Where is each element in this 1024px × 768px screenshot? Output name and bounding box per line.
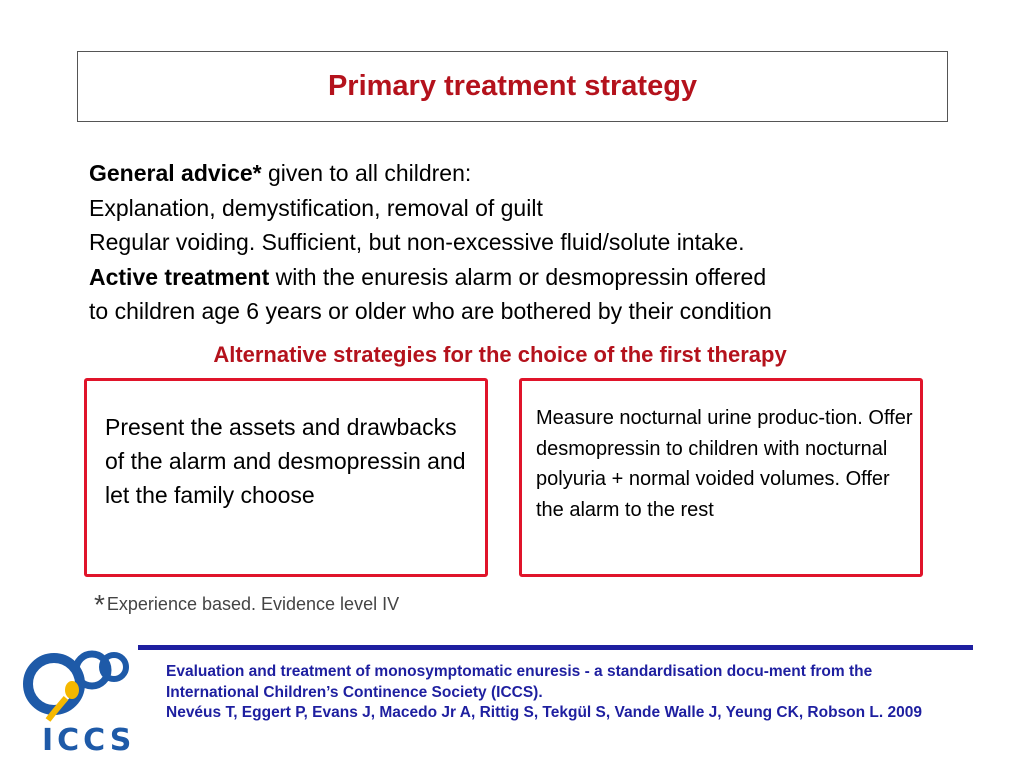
option-text-choose: Present the assets and drawbacks of the alarm and desmopressin and let the family choose [105, 414, 466, 508]
age-condition-line: to children age 6 years or older who are bothered by their condition [89, 298, 772, 324]
general-advice-rest: given to all children: [261, 160, 472, 186]
footnote-text: Experience based. Evidence level IV [106, 594, 400, 614]
citation [166, 662, 956, 724]
option-text-measure: Measure nocturnal urine produc-tion. Offer desmopressin to children with nocturnal polyuria + normal voided volumes. Offer the alarm to the rest [536, 407, 913, 521]
alternatives-heading: Alternative strategies for the choice of the first therapy [213, 342, 787, 367]
slide-title: Primary treatment strategy [327, 70, 698, 102]
active-treatment-rest: with the enuresis alarm or desmopressin offered [269, 263, 767, 290]
general-advice-line [89, 156, 959, 191]
footnote [94, 585, 400, 620]
footer-divider [138, 645, 973, 650]
iccs-logo [14, 642, 144, 757]
logo-rings-icon [28, 654, 126, 720]
explanation-line: Explanation, demystification, removal of guilt [89, 194, 543, 221]
option-box-measure [519, 378, 923, 577]
title-box [77, 51, 948, 122]
active-treatment-label: Active treatment [89, 263, 270, 290]
footnote-star: * [94, 589, 105, 620]
active-treatment-line [89, 260, 959, 295]
logo-text: ICCS [42, 723, 136, 757]
general-advice-label: General advice* [89, 160, 262, 186]
citation-authors: Nevéus T, Eggert P, Evans J, Macedo Jr A, Rittig S, Tekgül S, Vande Walle J, Yeung CK, Robson L. 2009 [166, 704, 922, 721]
general-advice-block [89, 156, 959, 329]
citation-title: Evaluation and treatment of monosymptomatic enuresis - a standardisation docu-ment from the International Children’s Continence Society (ICCS). [166, 663, 873, 701]
option-box-choose [84, 378, 488, 577]
voiding-line: Regular voiding. Sufficient, but non-excessive fluid/solute intake. [89, 229, 745, 255]
